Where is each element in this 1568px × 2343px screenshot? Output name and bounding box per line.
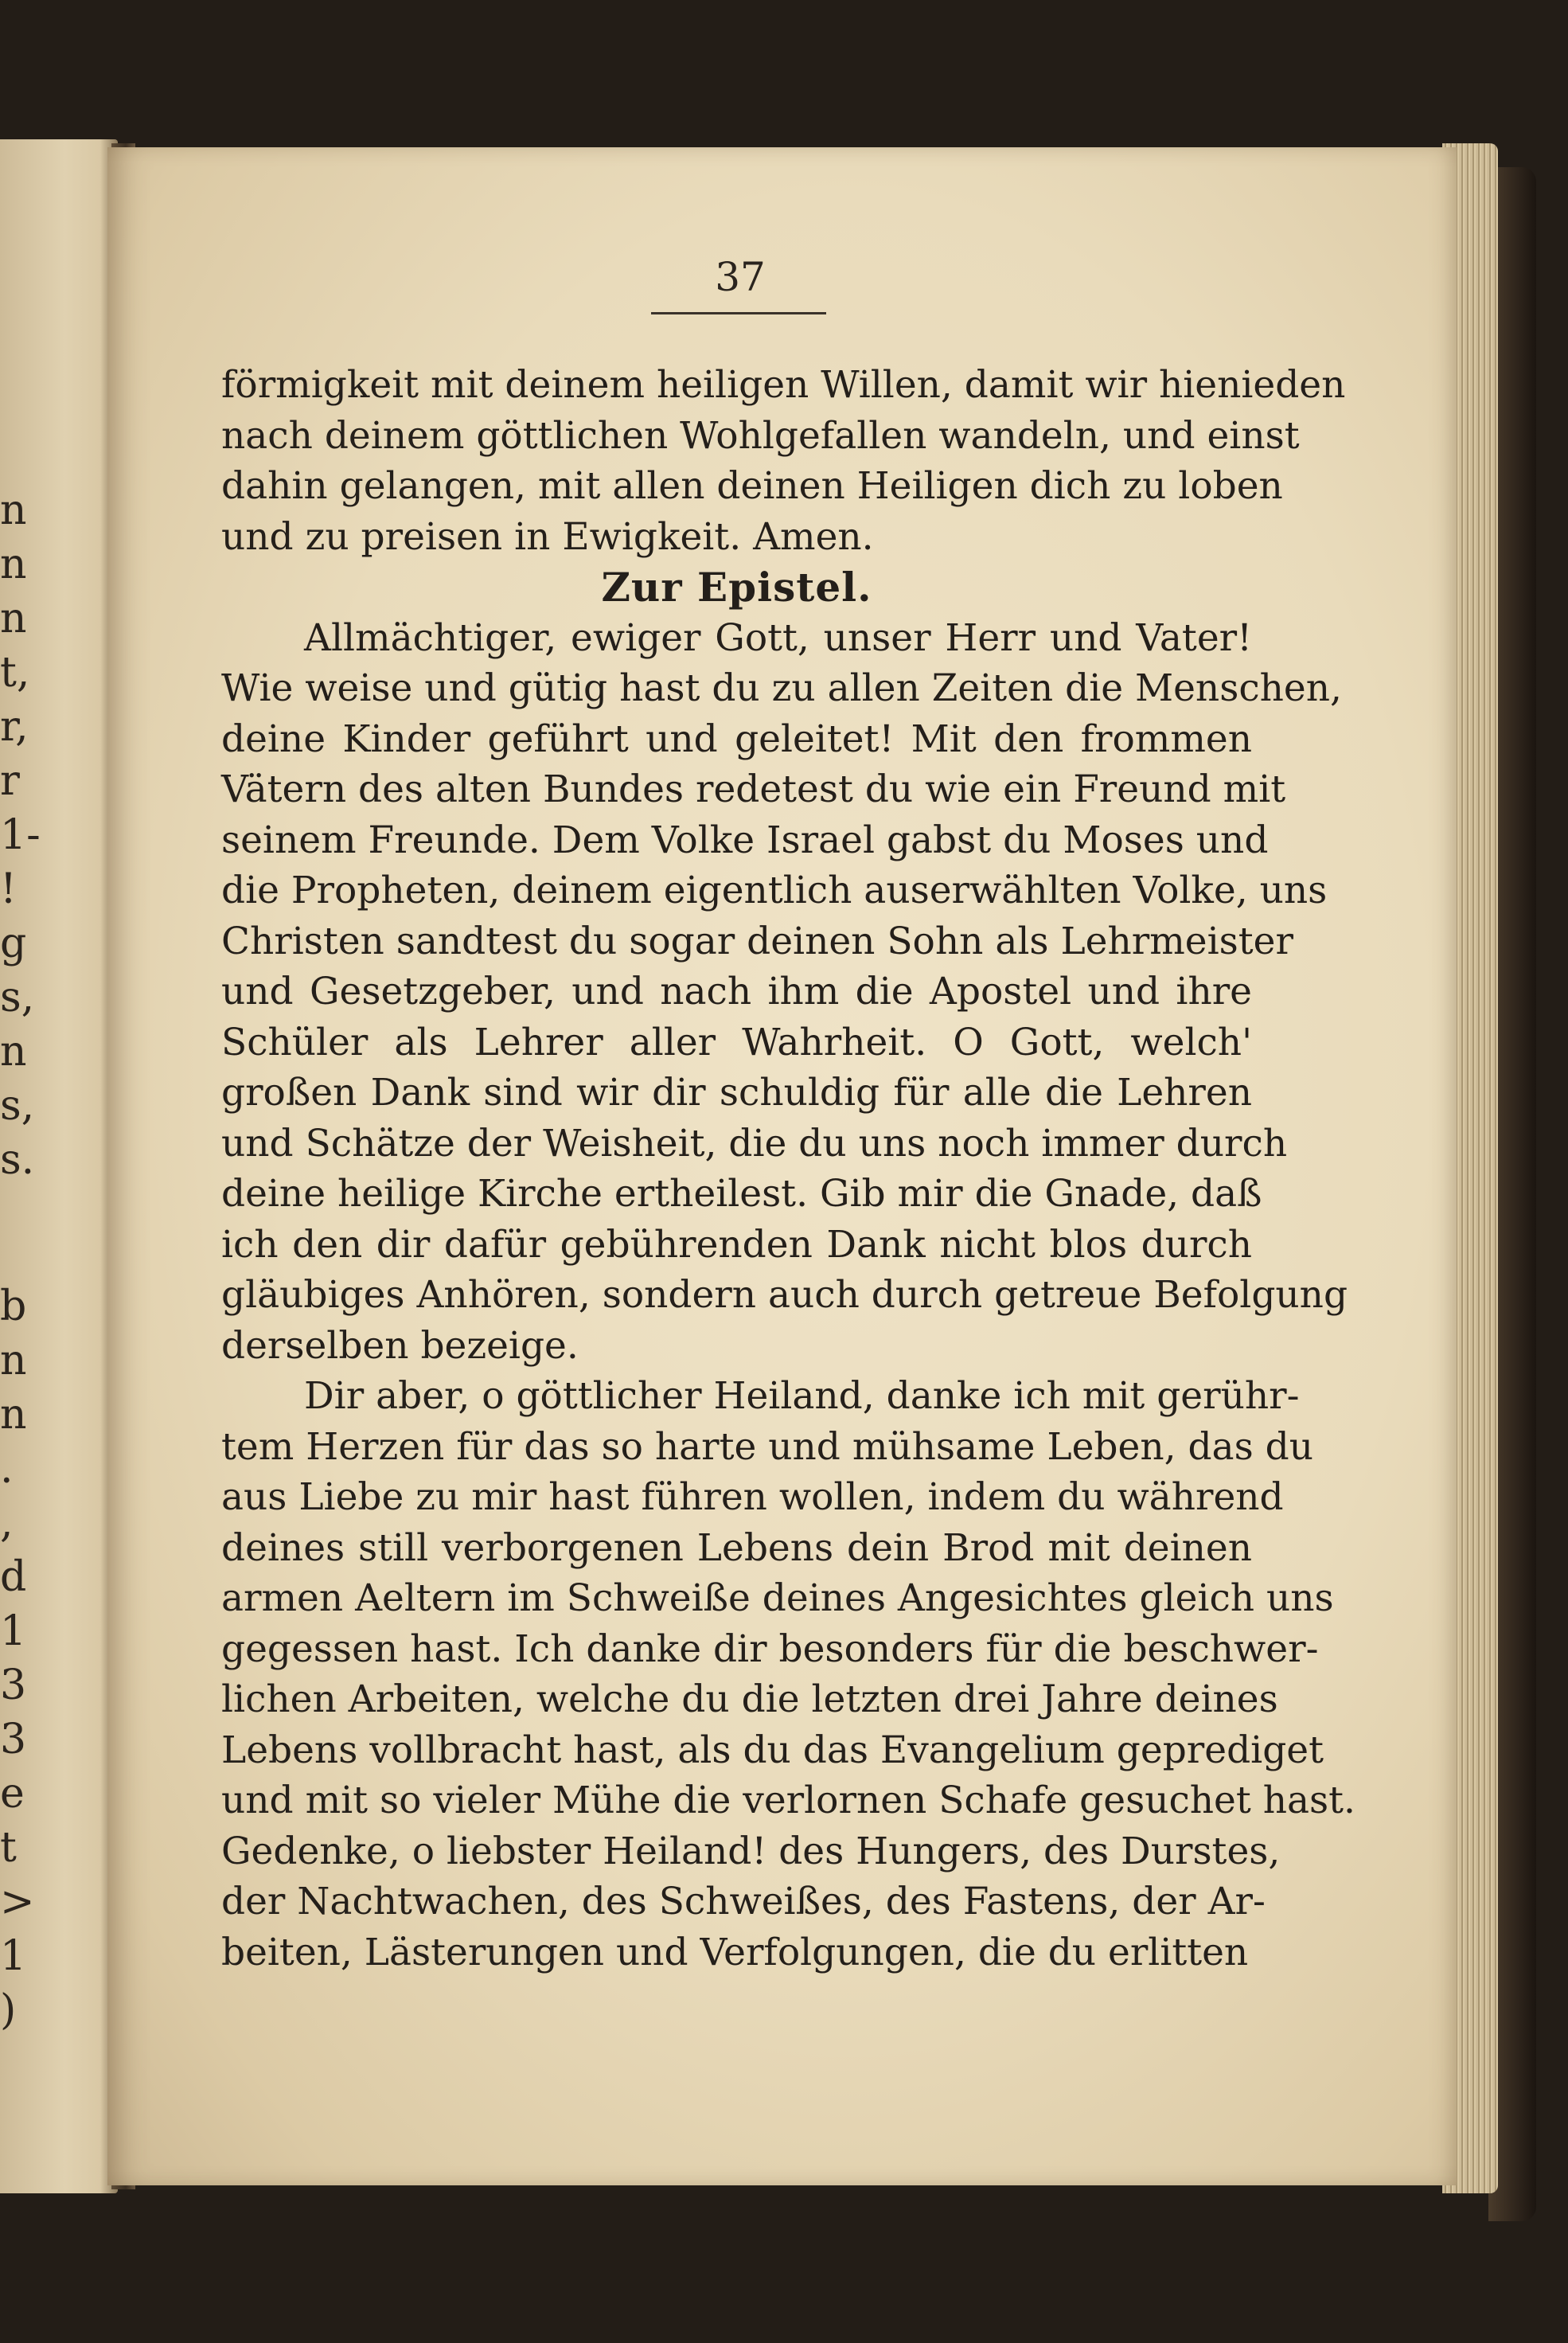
left-fragment: 1	[0, 1607, 27, 1655]
left-fragment: .	[0, 1445, 14, 1493]
text-line: großen Dank sind wir dir schuldig für alle die Lehren	[221, 1071, 1252, 1115]
text-line: Lebens vollbracht hast, als du das Evangelium geprediget	[221, 1728, 1324, 1772]
left-fragment: g	[0, 920, 27, 967]
left-fragment: e	[0, 1770, 25, 1818]
left-fragment: b	[0, 1283, 27, 1330]
text-line: und mit so vieler Mühe die verlornen Schafe gesuchet hast.	[221, 1779, 1355, 1822]
text-line: förmigkeit mit deinem heiligen Willen, damit wir hienieden	[221, 363, 1346, 407]
text-line: derselben bezeige.	[221, 1323, 579, 1368]
left-fragment: t,	[0, 649, 30, 697]
text-line: Dir aber, o göttlicher Heiland, danke ich mit gerühr-	[304, 1374, 1300, 1418]
text-line: deine heilige Kirche ertheilest. Gib mir die Gnade, daß	[221, 1172, 1262, 1216]
left-fragment: 3	[0, 1716, 27, 1763]
text-line: gegessen hast. Ich danke dir besonders für die beschwer-	[221, 1626, 1319, 1671]
paragraph-thanks-to-saviour	[221, 1371, 1355, 1978]
left-fragment: s,	[0, 1082, 35, 1130]
left-page	[0, 139, 118, 2193]
left-fragment: d	[0, 1553, 27, 1601]
text-line: deine Kinder geführt und geleitet! Mit den frommen	[221, 717, 1252, 761]
text-line: tem Herzen für das so harte und mühsame Leben, das du	[221, 1424, 1313, 1469]
left-fragment: >	[0, 1878, 35, 1926]
text-line: Gedenke, o liebster Heiland! des Hungers, des Durstes,	[221, 1829, 1281, 1873]
text-line: lichen Arbeiten, welche du die letzten drei Jahre deines	[221, 1677, 1278, 1721]
text-line: die Propheten, deinem eigentlich auserwählten Volke, uns	[221, 869, 1328, 912]
text-line: gläubiges Anhören, sondern auch durch getreue Befolgung	[221, 1273, 1348, 1317]
page-text	[221, 360, 1355, 1978]
text-line: und Schätze der Weisheit, die du uns noch immer durch	[221, 1121, 1288, 1166]
left-fragment: n	[0, 1337, 27, 1384]
left-fragment: s.	[0, 1136, 35, 1184]
text-line: deines still verborgenen Lebens dein Brod mit deinen	[221, 1525, 1252, 1570]
page-number-rule	[651, 312, 826, 314]
text-line: dahin gelangen, mit allen deinen Heiligen dich zu loben	[221, 464, 1283, 508]
text-line: Vätern des alten Bundes redetest du wie ein Freund mit	[221, 767, 1286, 811]
left-fragment: n	[0, 541, 27, 588]
text-line: beiten, Lästerungen und Verfolgungen, die du erlitten	[221, 1930, 1249, 1974]
text-line: aus Liebe zu mir hast führen wollen, indem du während	[221, 1475, 1284, 1519]
left-fragment: !	[0, 865, 17, 913]
left-fragment: n	[0, 1028, 27, 1076]
text-line: ich den dir dafür gebührenden Dank nicht blos durch	[221, 1222, 1252, 1267]
left-fragment: n	[0, 486, 27, 534]
left-fragment: 1	[0, 1932, 27, 1980]
text-line: armen Aeltern im Schweiße deines Angesichtes gleich uns	[221, 1576, 1334, 1620]
left-fragment: n	[0, 595, 27, 642]
left-fragment: ,	[0, 1499, 14, 1547]
left-fragment: n	[0, 1391, 27, 1439]
left-fragment: 3	[0, 1662, 27, 1709]
text-line: und zu preisen in Ewigkeit. Amen.	[221, 514, 874, 559]
text-line: der Nachtwachen, des Schweißes, des Fastens, der Ar-	[221, 1880, 1266, 1923]
left-fragment: r	[0, 757, 20, 805]
text-line: Wie weise und gütig hast du zu allen Zeiten die Menschen,	[221, 666, 1342, 710]
left-fragment: 1-	[0, 811, 41, 859]
text-line: nach deinem göttlichen Wohlgefallen wandeln, und einst	[221, 413, 1300, 458]
text-line: Schüler als Lehrer aller Wahrheit. O Gott, welch'	[221, 1020, 1252, 1064]
text-line: seinem Freunde. Dem Volke Israel gabst du Moses und	[221, 818, 1269, 862]
left-fragment: )	[0, 1986, 17, 2034]
paragraph-continuation	[221, 360, 1346, 562]
left-fragment: r,	[0, 703, 29, 751]
left-fragment: s,	[0, 974, 35, 1021]
paragraph-epistle-prayer	[221, 613, 1348, 1372]
section-heading: Zur Epistel.	[601, 564, 872, 611]
text-line: und Gesetzgeber, und nach ihm die Apostel und ihre	[221, 970, 1252, 1013]
page-number: 37	[715, 254, 766, 300]
text-line: Christen sandtest du sogar deinen Sohn als Lehrmeister	[221, 919, 1293, 963]
left-fragment: t	[0, 1824, 17, 1872]
text-line: Allmächtiger, ewiger Gott, unser Herr und Vater!	[304, 615, 1252, 660]
